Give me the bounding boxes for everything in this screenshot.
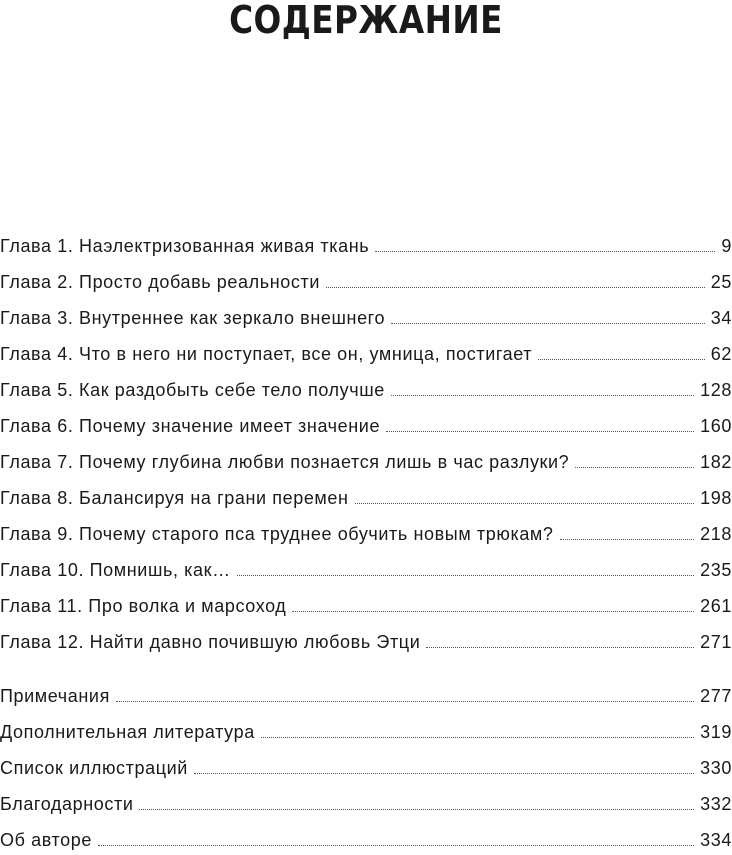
toc-entry-page: 271 — [700, 632, 732, 652]
toc-entry[interactable] — [0, 549, 732, 585]
toc-entry-title: Глава 6. Почему значение имеет значение — [0, 416, 381, 436]
toc-entry-title: Глава 1. Наэлектризованная живая ткань — [0, 236, 370, 256]
toc-entry-page: 160 — [700, 416, 732, 436]
toc-entry-title: Глава 9. Почему старого пса труднее обучить новым трюкам? — [0, 524, 554, 544]
toc-entry-page: 330 — [700, 758, 732, 778]
page-title: СОДЕРЖАНИЕ — [229, 0, 503, 42]
toc-entry-title: Глава 10. Помнишь, как… — [0, 560, 231, 580]
dot-leader — [237, 574, 694, 576]
toc-entry[interactable] — [0, 441, 732, 477]
dot-leader — [575, 466, 694, 468]
toc-entry-title: Примечания — [0, 686, 110, 706]
dot-leader — [326, 286, 705, 288]
dot-leader — [355, 502, 695, 504]
toc-entry[interactable] — [0, 297, 732, 333]
dot-leader — [538, 358, 705, 360]
toc-entry-title: Глава 12. Найти давно почившую любовь Этци — [0, 632, 421, 652]
toc-entry[interactable] — [0, 477, 732, 513]
toc-entry[interactable] — [0, 819, 732, 855]
toc-entry-title: Глава 8. Балансируя на грани перемен — [0, 488, 349, 508]
toc-entry-page: 34 — [710, 308, 732, 328]
dot-leader — [116, 700, 694, 702]
dot-leader — [98, 844, 694, 846]
toc-entry-page: 25 — [710, 272, 732, 292]
toc-entry-page: 198 — [700, 488, 732, 508]
dot-leader — [194, 772, 694, 774]
toc-entry-title: Глава 7. Почему глубина любви познается лишь в час разлуки? — [0, 452, 570, 472]
toc-entry-title: Дополнительная литература — [0, 722, 255, 742]
dot-leader — [139, 808, 694, 810]
toc-entry-title: Глава 3. Внутреннее как зеркало внешнего — [0, 308, 386, 328]
toc-entry[interactable] — [0, 747, 732, 783]
toc-entry[interactable] — [0, 369, 732, 405]
toc-entry-page: 319 — [700, 722, 732, 742]
toc-entry-page: 261 — [700, 596, 732, 616]
toc-entry-title: Глава 11. Про волка и марсоход — [0, 596, 287, 616]
toc-entry-page: 277 — [700, 686, 732, 706]
toc-entry[interactable] — [0, 333, 732, 369]
dot-leader — [386, 430, 694, 432]
toc-entry[interactable] — [0, 225, 732, 261]
toc-entry-page: 9 — [721, 236, 732, 256]
toc-entry-page: 62 — [710, 344, 732, 364]
toc-entry-page: 334 — [700, 830, 732, 850]
toc-entry[interactable] — [0, 261, 732, 297]
toc-entry-title: Благодарности — [0, 794, 134, 814]
toc-entry[interactable] — [0, 405, 732, 441]
toc-entry[interactable] — [0, 513, 732, 549]
toc-back-matter-list — [0, 675, 732, 855]
toc-entry-page: 128 — [700, 380, 732, 400]
toc-entry[interactable] — [0, 783, 732, 819]
dot-leader — [560, 538, 695, 540]
dot-leader — [391, 394, 694, 396]
toc-entry[interactable] — [0, 711, 732, 747]
dot-leader — [375, 250, 715, 252]
toc-entry-title: Список иллюстраций — [0, 758, 188, 778]
toc-entry-title: Об авторе — [0, 830, 92, 850]
toc-entry[interactable] — [0, 585, 732, 621]
dot-leader — [391, 322, 705, 324]
toc-entry-page: 182 — [700, 452, 732, 472]
toc-entry-page: 332 — [700, 794, 732, 814]
dot-leader — [261, 736, 694, 738]
toc-entry-title: Глава 4. Что в него ни поступает, все он, умница, постигает — [0, 344, 533, 364]
toc-entry[interactable] — [0, 621, 732, 657]
dot-leader — [292, 610, 694, 612]
toc-entry-page: 235 — [700, 560, 732, 580]
toc-entry[interactable] — [0, 675, 732, 711]
toc-chapters-list — [0, 225, 732, 657]
toc-entry-page: 218 — [700, 524, 732, 544]
toc-entry-title: Глава 5. Как раздобыть себе тело получше — [0, 380, 385, 400]
dot-leader — [426, 646, 694, 648]
toc-entry-title: Глава 2. Просто добавь реальности — [0, 272, 320, 292]
